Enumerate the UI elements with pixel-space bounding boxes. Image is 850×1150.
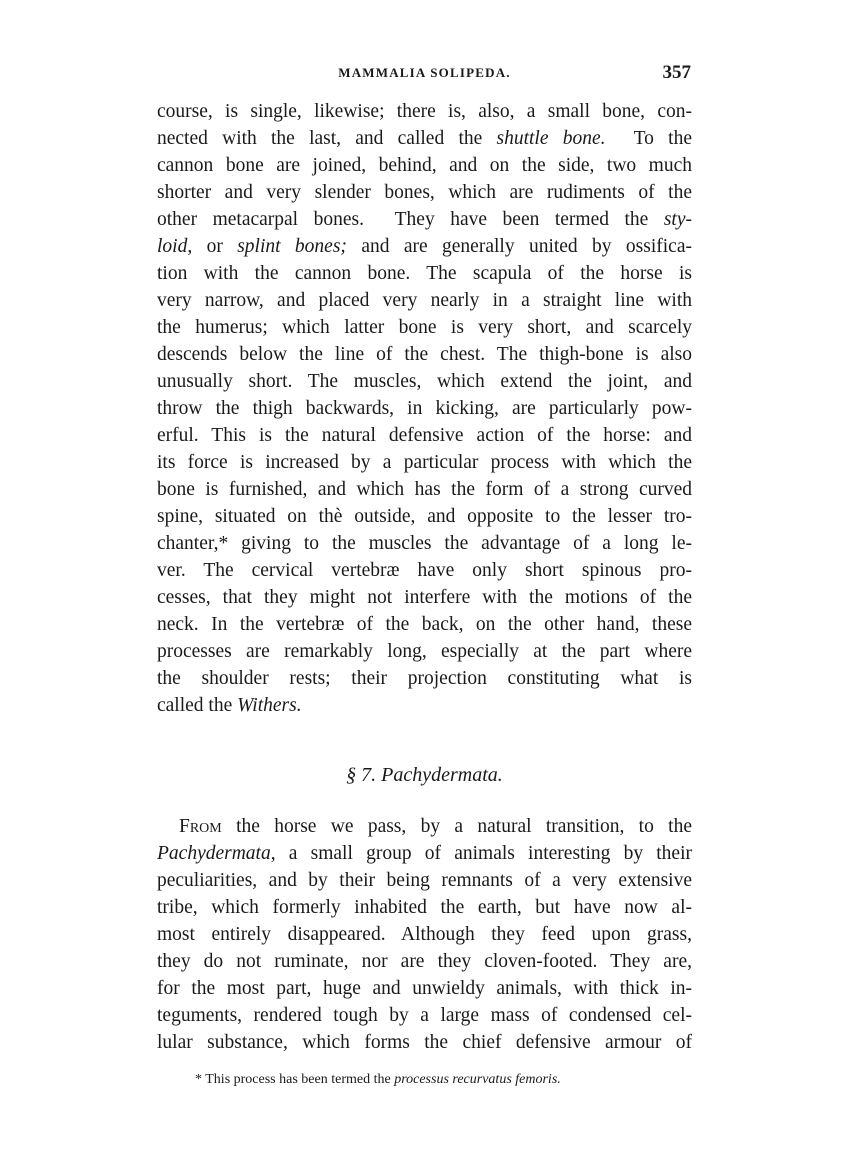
text-line: the humerus; which latter bone is very short, and scarcely xyxy=(157,317,692,338)
section-title: Pachydermata. xyxy=(381,764,503,786)
text-line: they do not ruminate, nor are they cloven-footed. They are, xyxy=(157,951,692,972)
text-line: neck. In the vertebræ of the back, on the other hand, these xyxy=(157,614,692,635)
page-number: 357 xyxy=(662,62,691,83)
text-line: cannon bone are joined, behind, and on the side, two much xyxy=(157,155,692,176)
paragraph-2 xyxy=(157,813,692,1056)
text-line: tribe, which formerly inhabited the earth, but have now al- xyxy=(157,897,692,918)
footnote-text: This process has been termed the xyxy=(205,1072,391,1087)
footnote-term: processus recurvatus femoris. xyxy=(394,1072,561,1087)
text-line: shorter and very slender bones, which are rudiments of the xyxy=(157,182,692,203)
text-line: the shoulder rests; their projection constituting what is xyxy=(157,668,692,689)
text-line: From the horse we pass, by a natural transition, to the xyxy=(179,816,692,837)
text-line: chanter,* giving to the muscles the advantage of a long le- xyxy=(157,533,692,554)
emphasis: loid xyxy=(157,236,188,257)
section-heading xyxy=(157,764,692,787)
text-line: erful. This is the natural defensive action of the horse: and xyxy=(157,425,692,446)
emphasis: Pachydermata xyxy=(157,843,271,864)
text-line: spine, situated on thè outside, and opposite to the lesser tro- xyxy=(157,506,692,527)
text-line: other metacarpal bones. They have been termed the sty- xyxy=(157,209,692,230)
text-line: ver. The cervical vertebræ have only short spinous pro- xyxy=(157,560,692,581)
text-line: descends below the line of the chest. The thigh-bone is also xyxy=(157,344,692,365)
footnote-marker: * xyxy=(195,1072,202,1087)
running-head-title: MAMMALIA SOLIPEDA. xyxy=(338,65,511,80)
text-line: its force is increased by a particular process with which the xyxy=(157,452,692,473)
text-line: peculiarities, and by their being remnants of a very extensive xyxy=(157,870,692,891)
text-line: lular substance, which forms the chief defensive armour of xyxy=(157,1032,692,1053)
emphasis: splint bones; xyxy=(237,236,347,257)
text-line: teguments, rendered tough by a large mass of condensed cel- xyxy=(157,1005,692,1026)
paragraph-1 xyxy=(157,98,692,719)
text-line: loid, or splint bones; and are generally united by ossifica- xyxy=(157,236,692,257)
text-line: throw the thigh backwards, in kicking, are particularly pow- xyxy=(157,398,692,419)
text-line: called the Withers. xyxy=(157,695,302,716)
text-line: cesses, that they might not interfere with the motions of the xyxy=(157,587,692,608)
small-caps-word: From xyxy=(179,816,222,837)
emphasis: Withers. xyxy=(237,695,302,716)
emphasis: sty- xyxy=(663,209,692,230)
running-head xyxy=(158,62,691,88)
text-line: unusually short. The muscles, which extend the joint, and xyxy=(157,371,692,392)
text-line: Pachydermata, a small group of animals interesting by their xyxy=(157,843,692,864)
text-line: tion with the cannon bone. The scapula of the horse is xyxy=(157,263,692,284)
footnote xyxy=(195,1072,675,1088)
text-line: course, is single, likewise; there is, also, a small bone, con- xyxy=(157,101,692,122)
text-line: nected with the last, and called the shuttle bone. To the xyxy=(157,128,692,149)
text-line: most entirely disappeared. Although they feed upon grass, xyxy=(157,924,692,945)
text-line: for the most part, huge and unwieldy animals, with thick in- xyxy=(157,978,692,999)
text-line: processes are remarkably long, especially at the part where xyxy=(157,641,692,662)
emphasis: shuttle bone. xyxy=(496,128,606,149)
text-line: bone is furnished, and which has the form of a strong curved xyxy=(157,479,692,500)
text-line: very narrow, and placed very nearly in a straight line with xyxy=(157,290,692,311)
section-number: § 7. xyxy=(346,764,377,786)
